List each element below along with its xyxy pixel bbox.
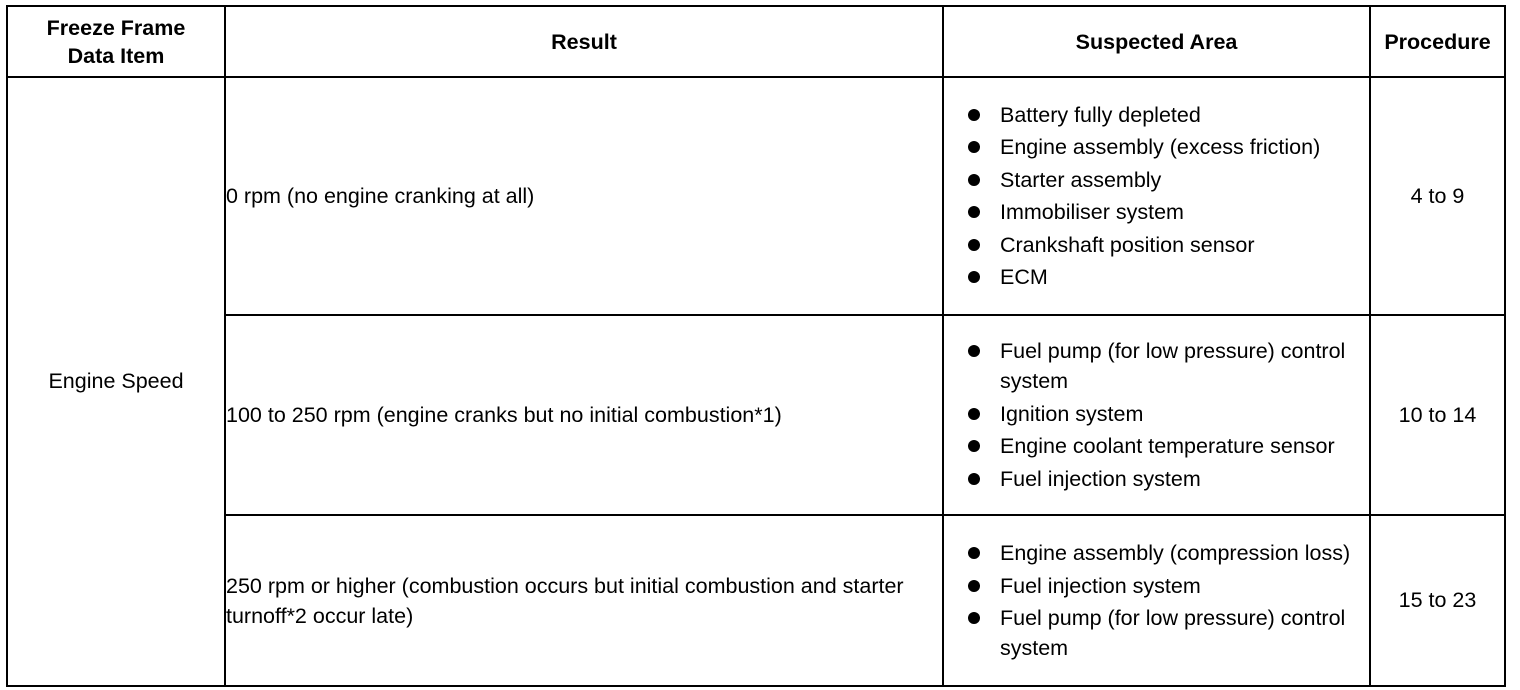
suspected-area-text: Fuel injection system [1000,466,1201,491]
suspected-area-text: Immobiliser system [1000,200,1184,225]
bullet-icon [968,547,980,559]
bullet-icon [968,141,980,153]
bullet-icon [968,206,980,218]
suspected-area-list [944,538,1369,663]
suspected-area-item [966,165,1357,195]
table-row [7,77,1505,315]
suspected-area-item [966,132,1357,162]
suspected-area-item [966,538,1357,568]
suspected-area-cell [943,515,1370,686]
suspected-area-text: Battery fully depleted [1000,102,1201,127]
header-item-line1: Freeze Frame [46,15,186,40]
suspected-area-item [966,100,1357,130]
suspected-area-cell [943,77,1370,315]
suspected-area-item [966,197,1357,227]
data-item-engine-speed: Engine Speed [7,77,225,686]
suspected-area-text: Starter assembly [1000,167,1162,192]
suspected-area-cell [943,315,1370,515]
header-result: Result [225,6,943,77]
bullet-icon [968,408,980,420]
procedure-cell: 15 to 23 [1370,515,1505,686]
header-freeze-frame-data-item [7,6,225,77]
result-cell: 250 rpm or higher (combustion occurs but initial combustion and starter turnoff*2 occur late) [225,515,943,686]
suspected-area-list [944,100,1369,293]
table-row [7,315,1505,515]
result-cell: 100 to 250 rpm (engine cranks but no initial combustion*1) [225,315,943,515]
suspected-area-text: Engine assembly (compression loss) [1000,541,1351,565]
suspected-area-item [966,230,1357,260]
suspected-area-item [966,336,1357,396]
bullet-icon [968,345,980,357]
suspected-area-list [944,336,1369,494]
result-cell: 0 rpm (no engine cranking at all) [225,77,943,315]
bullet-icon [968,473,980,485]
suspected-area-text: Engine assembly (excess friction) [1000,135,1321,160]
suspected-area-text: Engine coolant temperature sensor [1000,434,1335,459]
bullet-icon [968,580,980,592]
header-suspected-area: Suspected Area [943,6,1370,77]
suspected-area-text: Fuel pump (for low pressure) control system [1000,339,1346,394]
suspected-area-text: ECM [1000,265,1048,290]
suspected-area-item [966,603,1357,663]
suspected-area-item [966,431,1357,461]
bullet-icon [968,271,980,283]
suspected-area-item [966,464,1357,494]
header-row [7,6,1505,77]
suspected-area-item [966,262,1357,292]
suspected-area-text: Fuel pump (for low pressure) control system [1000,606,1346,660]
bullet-icon [968,612,980,624]
freeze-frame-table [6,5,1506,687]
header-item-line2: Data Item [67,43,165,68]
bullet-icon [968,109,980,121]
suspected-area-text: Fuel injection system [1000,573,1201,598]
procedure-cell: 10 to 14 [1370,315,1505,515]
bullet-icon [968,174,980,186]
suspected-area-item [966,571,1357,601]
bullet-icon [968,440,980,452]
suspected-area-text: Ignition system [1000,401,1144,426]
bullet-icon [968,239,980,251]
suspected-area-text: Crankshaft position sensor [1000,232,1255,257]
procedure-cell: 4 to 9 [1370,77,1505,315]
suspected-area-item [966,399,1357,429]
table-row [7,515,1505,686]
header-procedure: Procedure [1370,6,1505,77]
